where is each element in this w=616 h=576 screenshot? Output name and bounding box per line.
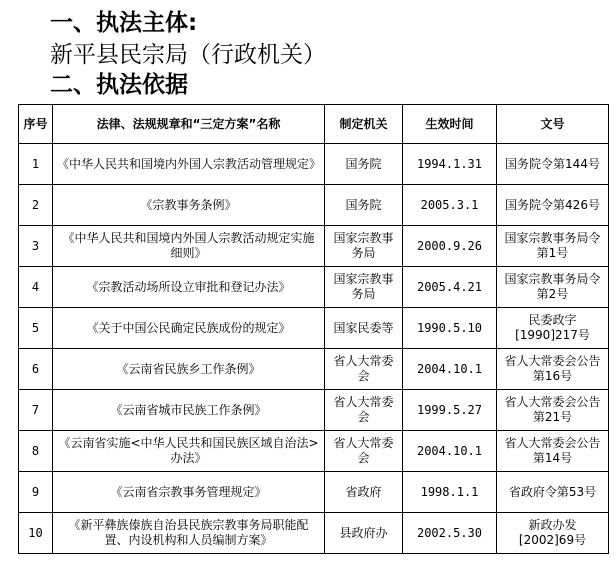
table-row	[19, 226, 609, 267]
cell-agency: 国家宗教事务局	[325, 226, 403, 267]
cell-law-name: 《关于中国公民确定民族成份的规定》	[53, 308, 325, 349]
table-row	[19, 308, 609, 349]
cell-agency: 国务院	[325, 144, 403, 185]
laws-table	[18, 104, 609, 554]
cell-number: 4	[19, 267, 53, 308]
cell-agency: 省人大常委会	[325, 390, 403, 431]
cell-agency: 省人大常委会	[325, 431, 403, 472]
cell-agency: 国务院	[325, 185, 403, 226]
cell-document-number: 新政办发[2002]69号	[497, 513, 609, 554]
cell-agency: 县政府办	[325, 513, 403, 554]
cell-document-number: 国务院令第426号	[497, 185, 609, 226]
cell-document-number: 省人大常委会公告第14号	[497, 431, 609, 472]
table-row	[19, 431, 609, 472]
cell-law-name: 《云南省城市民族工作条例》	[53, 390, 325, 431]
table-header-row	[19, 105, 609, 144]
cell-effective-date: 2004.10.1	[403, 349, 497, 390]
cell-law-name: 《中华人民共和国境内外国人宗教活动规定实施细则》	[53, 226, 325, 267]
cell-law-name: 《云南省实施<中华人民共和国民族区域自治法>办法》	[53, 431, 325, 472]
cell-effective-date: 1998.1.1	[403, 472, 497, 513]
cell-effective-date: 1990.5.10	[403, 308, 497, 349]
table-row	[19, 267, 609, 308]
cell-law-name: 《宗教活动场所设立审批和登记办法》	[53, 267, 325, 308]
cell-effective-date: 2005.3.1	[403, 185, 497, 226]
cell-number: 5	[19, 308, 53, 349]
cell-agency: 国家民委等	[325, 308, 403, 349]
cell-agency: 省人大常委会	[325, 349, 403, 390]
table-row	[19, 185, 609, 226]
cell-document-number: 省政府令第53号	[497, 472, 609, 513]
cell-effective-date: 2002.5.30	[403, 513, 497, 554]
cell-document-number: 国家宗教事务局令第2号	[497, 267, 609, 308]
col-header-effective-date: 生效时间	[403, 105, 497, 144]
col-header-agency: 制定机关	[325, 105, 403, 144]
cell-effective-date: 1999.5.27	[403, 390, 497, 431]
section-heading-enforcement-basis: 二、执法依据	[50, 72, 188, 98]
cell-number: 1	[19, 144, 53, 185]
table-row	[19, 144, 609, 185]
cell-document-number: 国家宗教事务局令第1号	[497, 226, 609, 267]
cell-number: 8	[19, 431, 53, 472]
table-row	[19, 472, 609, 513]
table-row	[19, 390, 609, 431]
cell-document-number: 民委政字[1990]217号	[497, 308, 609, 349]
cell-number: 6	[19, 349, 53, 390]
section-heading-enforcement-subject: 一、执法主体:	[50, 10, 198, 36]
cell-effective-date: 1994.1.31	[403, 144, 497, 185]
cell-law-name: 《中华人民共和国境内外国人宗教活动管理规定》	[53, 144, 325, 185]
cell-effective-date: 2000.9.26	[403, 226, 497, 267]
cell-number: 9	[19, 472, 53, 513]
cell-law-name: 《宗教事务条例》	[53, 185, 325, 226]
cell-document-number: 省人大常委会公告第21号	[497, 390, 609, 431]
table-row	[19, 349, 609, 390]
table-row	[19, 513, 609, 554]
cell-number: 7	[19, 390, 53, 431]
cell-law-name: 《新平彝族傣族自治县民族宗教事务局职能配置、内设机构和人员编制方案》	[53, 513, 325, 554]
cell-law-name: 《云南省宗教事务管理规定》	[53, 472, 325, 513]
cell-number: 2	[19, 185, 53, 226]
cell-number: 3	[19, 226, 53, 267]
cell-effective-date: 2005.4.21	[403, 267, 497, 308]
col-header-number: 序号	[19, 105, 53, 144]
cell-agency: 省政府	[325, 472, 403, 513]
cell-number: 10	[19, 513, 53, 554]
col-header-document-number: 文号	[497, 105, 609, 144]
cell-document-number: 省人大常委会公告第16号	[497, 349, 609, 390]
col-header-law-name: 法律、法规规章和“三定方案”名称	[53, 105, 325, 144]
cell-document-number: 国务院令第144号	[497, 144, 609, 185]
enforcement-subject-name: 新平县民宗局（行政机关）	[50, 42, 326, 68]
cell-effective-date: 2004.10.1	[403, 431, 497, 472]
cell-law-name: 《云南省民族乡工作条例》	[53, 349, 325, 390]
cell-agency: 国家宗教事务局	[325, 267, 403, 308]
